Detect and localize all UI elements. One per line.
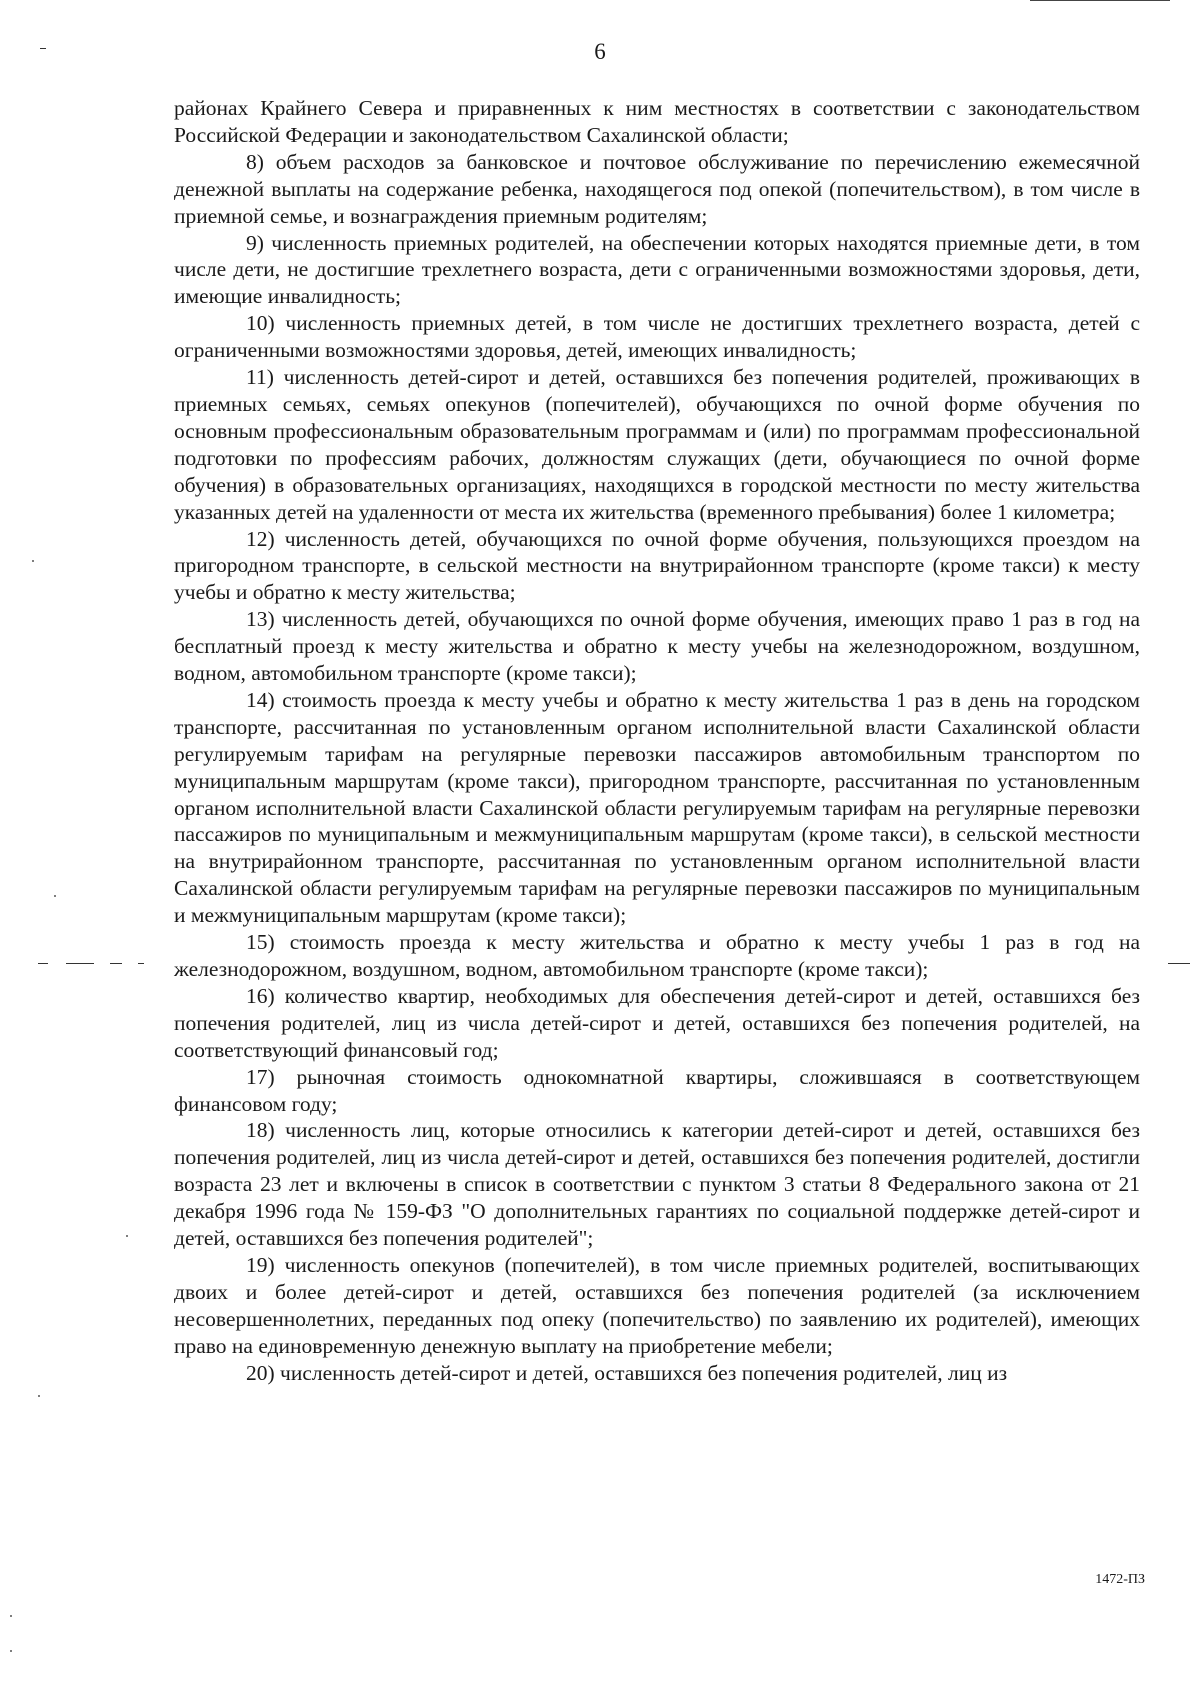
paragraph: 14) стоимость проезда к месту учебы и обратно к месту жительства 1 раз в день на городском транспорте, рассчитанная по установленным органом исполнительной власти Сахалинской области регулируемым тарифам на регулярные перевозки пассажиров автомобильным транспортом по муниципальным маршрутам (кроме такси), пригородном транспорте, рассчитанная по установленным органом исполнительной власти Сахалинской области регулируемым тарифам на регулярные перевозки пассажиров по муниципальным и межмуниципальным маршрутам (кроме такси), в сельской местности на внутрирайонном транспорте, рассчитанная по установленным органом исполнительной власти Сахалинской области регулируемым тарифам на регулярные перевозки пассажиров по муниципальным и межмуниципальным маршрутам (кроме такси); [174, 687, 1140, 928]
paragraph: 20) численность детей-сирот и детей, оставшихся без попечения родителей, лиц из [246, 1360, 1008, 1385]
document-body [174, 95, 1140, 1387]
scan-mark [32, 560, 34, 562]
paragraph: 8) объем расходов за банковское и почтовое обслуживание по перечислению ежемесячной денежной выплаты на содержание ребенка, находящегося под опекой (попечительством), в том числе в приемной семье, и вознаграждения приемным родителям; [174, 149, 1140, 228]
page-number: 6 [594, 39, 606, 64]
paragraph: 18) численность лиц, которые относились к категории детей-сирот и детей, оставшихся без попечения родителей, лиц из числа детей-сирот и детей, оставшихся без попечения родителей, достигли возраста 23 лет и включены в список в соответствии с пунктом 3 статьи 8 Федерального закона от 21 декабря 1996 года № 159-ФЗ "О дополнительных гарантиях по социальной поддержке детей-сирот и детей, оставшихся без попечения родителей"; [174, 1118, 1140, 1251]
paragraph: 9) численность приемных родителей, на обеспечении которых находятся приемные дети, в том числе дети, не достигшие трехлетнего возраста, дети с ограниченными возможностями здоровья, дети, имеющие инвалидность; [174, 230, 1140, 309]
scan-mark [54, 895, 56, 897]
scan-mark [1168, 963, 1190, 964]
scan-mark [66, 963, 94, 964]
scan-mark [38, 963, 48, 964]
paragraph: 12) численность детей, обучающихся по очной форме обучения, пользующихся проездом на пригородном транспорте, в сельской местности на внутрирайонном транспорте (кроме такси) к месту учебы и обратно к месту жительства; [174, 526, 1140, 605]
paragraph: районах Крайнего Севера и приравненных к ним местностях в соответствии с законодательством Российской Федерации и законодательством Сахалинской области; [174, 96, 1140, 147]
paragraph: 15) стоимость проезда к месту жительства и обратно к месту учебы 1 раз в год на железнодорожном, воздушном, водном, автомобильном транспорте (кроме такси); [174, 930, 1140, 981]
scan-mark [110, 963, 122, 964]
document-code: 1472-ПЗ [1095, 1572, 1145, 1587]
paragraph: 11) численность детей-сирот и детей, оставшихся без попечения родителей, проживающих в приемных семьях, семьях опекунов (попечителей), обучающихся по очной форме обучения по основным профессиональным образовательным программам и (или) по программам профессиональной подготовки по профессиям рабочих, должностям служащих (дети, обучающиеся по очной форме обучения) в образовательных организациях, находящихся в городской местности по месту жительства указанных детей на удаленности от места их жительства (временного пребывания) более 1 километра; [174, 365, 1140, 524]
scan-mark [40, 48, 46, 49]
scan-mark [126, 1235, 128, 1237]
paragraph: 17) рыночная стоимость однокомнатной квартиры, сложившаяся в соответствующем финансовом году; [174, 1064, 1140, 1116]
scan-mark [138, 963, 144, 964]
paragraph: 13) численность детей, обучающихся по очной форме обучения, имеющих право 1 раз в год на бесплатный проезд к месту жительства и обратно к месту учебы на железнодорожном, воздушном, водном, автомобильном транспорте (кроме такси); [174, 607, 1140, 686]
paragraph: 10) численность приемных детей, в том числе не достигших трехлетнего возраста, детей с ограниченными возможностями здоровья, детей, имеющих инвалидность; [174, 311, 1140, 363]
paragraph: 19) численность опекунов (попечителей), в том числе приемных родителей, воспитывающих двоих и более детей-сирот и детей, оставшихся без попечения родителей (за исключением несовершеннолетних, переданных под опеку (попечительство) по заявлению их родителей), имеющих право на единовременную денежную выплату на приобретение мебели; [174, 1252, 1140, 1358]
scan-mark [10, 1650, 12, 1652]
scan-mark [10, 1615, 12, 1617]
scan-mark [38, 1395, 40, 1397]
paragraph: 16) количество квартир, необходимых для обеспечения детей-сирот и детей, оставшихся без попечения родителей, лиц из числа детей-сирот и детей, оставшихся без попечения родителей, на соответствующий финансовый год; [174, 983, 1140, 1062]
scan-edge-line [1030, 0, 1170, 1]
